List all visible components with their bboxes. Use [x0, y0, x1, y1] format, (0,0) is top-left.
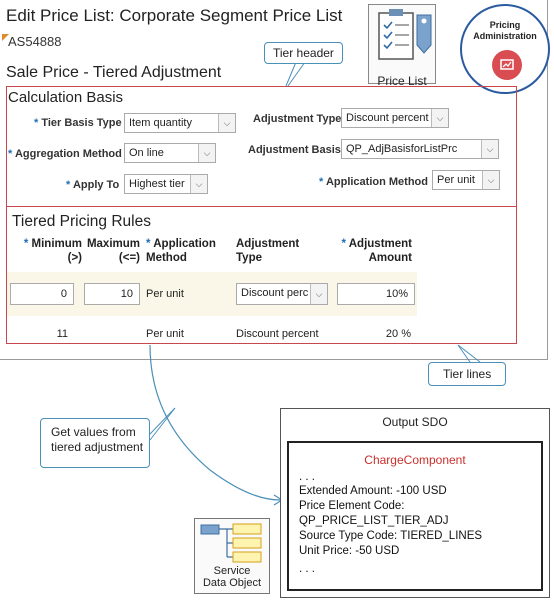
maximum-input[interactable]: 10	[84, 283, 140, 305]
sdo-line: . . .	[299, 563, 315, 575]
calculation-basis-title: Calculation Basis	[8, 89, 124, 106]
chevron-down-icon: ⌵	[190, 175, 207, 193]
get-values-callout: Get values from tiered adjustment	[40, 418, 150, 468]
minimum-cell: 11	[56, 328, 68, 340]
chevron-down-icon: ⌵	[431, 109, 448, 127]
tier-basis-type-label: * Tier Basis Type	[34, 117, 122, 129]
column-adjustment-amount: * Adjustment Amount	[341, 238, 412, 264]
column-maximum: Maximum (<=)	[86, 238, 140, 264]
adjustment-amount-cell: 20 %	[385, 328, 411, 340]
chevron-down-icon: ⌵	[310, 284, 327, 304]
output-sdo-title: Output SDO	[382, 415, 448, 429]
adjustment-amount-input[interactable]: 10%	[337, 283, 415, 305]
tier-lines-callout: Tier lines	[428, 362, 506, 386]
pricing-admin-text: Pricing Administration	[473, 20, 537, 41]
chevron-down-icon: ⌵	[481, 140, 498, 158]
sdo-line: . . .	[299, 471, 315, 483]
service-data-object-label: Service Data Object	[202, 565, 262, 589]
application-method-cell: Per unit	[146, 288, 184, 300]
subtitle: Sale Price - Tiered Adjustment	[6, 64, 222, 81]
adjustment-type-cell: Discount percent	[236, 328, 319, 340]
charge-component-title: ChargeComponent	[364, 453, 466, 467]
minimum-input[interactable]: 0	[10, 283, 74, 305]
tier-header-callout: Tier header	[264, 42, 343, 64]
aggregation-method-label: * Aggregation Method	[8, 148, 122, 160]
service-data-object-icon	[194, 518, 270, 594]
application-method-cell: Per unit	[146, 328, 184, 340]
adjustment-type-cell-select[interactable]: Discount perc ⌵	[236, 283, 328, 305]
column-application-method: * Application Method	[146, 238, 216, 264]
adjustment-basis-label: Adjustment Basis	[248, 144, 341, 156]
tier-basis-type-select[interactable]: Item quantity ⌵	[124, 113, 236, 133]
section-divider	[6, 206, 517, 207]
aggregation-method-select[interactable]: On line ⌵	[124, 143, 216, 163]
charge-component-box	[287, 441, 543, 591]
application-method-select[interactable]: Per unit ⌵	[432, 170, 500, 190]
page-title: Edit Price List: Corporate Segment Price List	[6, 6, 343, 25]
sdo-line: Source Type Code: TIERED_LINES	[299, 530, 483, 542]
application-method-label: * Application Method	[319, 176, 428, 188]
column-minimum: * Minimum (>)	[23, 238, 82, 264]
price-list-id: AS54888	[8, 34, 62, 49]
sdo-line: QP_PRICE_LIST_TIER_ADJ	[299, 515, 449, 527]
adjustment-basis-select[interactable]: QP_AdjBasisforListPrc ⌵	[341, 139, 499, 159]
output-sdo-box	[280, 408, 550, 598]
chevron-down-icon: ⌵	[218, 114, 235, 132]
price-list-label: Price List	[377, 74, 427, 88]
sdo-line: Extended Amount: -100 USD	[299, 485, 447, 497]
column-adjustment-type: Adjustment Type	[236, 238, 300, 264]
sdo-line: Unit Price: -50 USD	[299, 545, 400, 557]
adjustment-type-select[interactable]: Discount percent ⌵	[341, 108, 449, 128]
sdo-line: Price Element Code:	[299, 500, 405, 512]
adjustment-type-label: Adjustment Type	[253, 113, 342, 125]
apply-to-select[interactable]: Highest tier ⌵	[124, 174, 208, 194]
chevron-down-icon: ⌵	[198, 144, 215, 162]
chevron-down-icon: ⌵	[482, 171, 499, 189]
apply-to-label: * Apply To	[66, 179, 120, 191]
tiered-pricing-rules-title: Tiered Pricing Rules	[12, 213, 151, 230]
hierarchy-icon	[195, 519, 271, 569]
